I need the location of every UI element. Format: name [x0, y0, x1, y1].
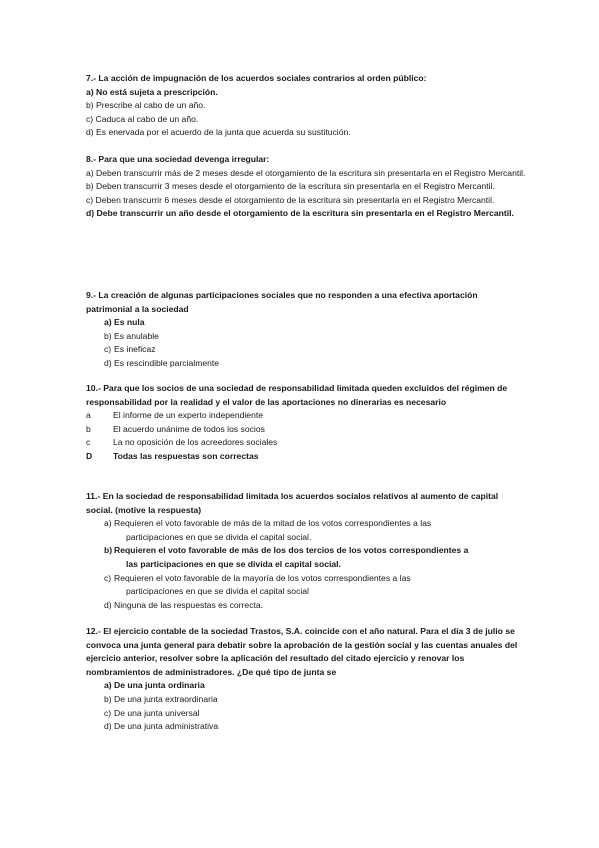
- option-text: De una junta extraordinaria: [114, 693, 218, 704]
- question-7-option-a: a) No está sujeta a prescripción.: [86, 86, 218, 97]
- question-10-option-a: [86, 409, 526, 423]
- question-8: [86, 153, 526, 221]
- question-11-option-d: [104, 599, 526, 613]
- option-text: Ninguna de las respuestas es correcta.: [114, 599, 264, 610]
- question-9-title: 9.- La creación de algunas participaciones sociales que no responden a una efectiva aportación patrimonial a la sociedad: [86, 290, 478, 314]
- question-8-option-d: d) Debe transcurrir un año desde el otorgamiento de la escritura sin presentarla en el Registro Mercantil.: [86, 208, 514, 219]
- question-9-option-c: [104, 343, 526, 357]
- option-text-continued: las participaciones en que se divida el capital social.: [126, 558, 341, 569]
- question-10-title: 10.- Para que los socios de una sociedad de responsabilidad limitada queden excluidos del régimen de responsabilidad por la realidad y el valor de las aportaciones no dinerarias es necesario: [86, 383, 508, 407]
- option-text: Requieren el voto favorable de la mayoría de los votos correspondientes a las: [114, 572, 411, 583]
- option-text: El acuerdo unánime de todos los socios: [113, 423, 265, 434]
- question-12-option-b: [104, 693, 526, 707]
- option-text: Es anulable: [114, 330, 159, 341]
- question-9: [86, 289, 526, 371]
- option-letter: b): [104, 693, 112, 704]
- question-10-option-d: [86, 450, 526, 464]
- question-11-option-a: [104, 517, 526, 544]
- option-text: Es nula: [114, 317, 145, 328]
- option-text: Requieren el voto favorable de más de los dos tercios de los votos correspondientes a: [114, 545, 469, 556]
- option-letter: c): [104, 707, 112, 718]
- question-11-option-b: [104, 544, 526, 571]
- question-8-option-a: a) Deben transcurrir más de 2 meses desde el otorgamiento de la escritura sin presentarla en el Registro Mercantil.: [86, 167, 526, 178]
- option-text: Es rescindible parcialmente: [114, 357, 220, 368]
- question-9-option-a: [104, 316, 526, 330]
- option-letter: d): [104, 599, 112, 610]
- option-letter: d): [104, 357, 112, 368]
- option-text-continued: participaciones en que se divida el capital social.: [126, 531, 312, 542]
- question-8-title: 8.- Para que una sociedad devenga irregular:: [86, 154, 270, 164]
- question-11-title: 11.- En la sociedad de responsabilidad limitada los acuerdos socialos relativos al aumento de capital social. (motive la respuesta): [86, 491, 499, 515]
- question-10-option-b: [86, 423, 526, 437]
- question-12: [86, 625, 526, 734]
- question-10-option-c: [86, 436, 526, 450]
- question-12-option-c: [104, 707, 526, 721]
- option-letter: c): [104, 572, 112, 583]
- option-letter: b): [104, 545, 113, 556]
- question-11-option-c: [104, 572, 526, 599]
- option-text-continued: participaciones en que se divida el capital social: [126, 586, 309, 597]
- question-7: [86, 72, 526, 140]
- question-9-option-d: [104, 357, 526, 371]
- option-text: Todas las respuestas son correctas: [113, 450, 259, 461]
- question-12-option-a: [104, 679, 526, 693]
- question-7-option-b: b) Prescribe al cabo de un año.: [86, 100, 206, 111]
- option-letter: c): [104, 344, 112, 355]
- option-letter: D: [86, 450, 93, 461]
- option-letter: a): [104, 317, 112, 328]
- question-8-option-b: b) Deben transcurrir 3 meses desde el otorgamiento de la escritura sin presentarla en el Registro Mercantil.: [86, 181, 495, 192]
- question-7-title: 7.- La acción de impugnación de los acuerdos sociales contrarios al orden público:: [86, 73, 427, 83]
- option-letter: a): [104, 518, 112, 529]
- option-text: De una junta ordinaria: [114, 680, 205, 691]
- option-text: De una junta administrativa: [114, 721, 219, 732]
- option-letter: c: [86, 437, 91, 448]
- option-letter: b: [86, 423, 91, 434]
- question-9-option-b: [104, 330, 526, 344]
- question-10: [86, 382, 526, 464]
- option-letter: a: [86, 410, 91, 421]
- option-text: De una junta universal: [114, 707, 200, 718]
- question-7-option-d: d) Es enervada por el acuerdo de la junta que acuerda su sustitución.: [86, 127, 351, 138]
- option-text: Requieren el voto favorable de más de la mitad de los votos correspondientes a las: [114, 518, 432, 529]
- option-text: La no oposición de los acreedores sociales: [113, 437, 278, 448]
- option-letter: d): [104, 721, 112, 732]
- option-letter: b): [104, 330, 112, 341]
- question-8-option-c: c) Deben transcurrir 6 meses desde el otorgamiento de la escritura sin presentarla en el Registro Mercantil.: [86, 194, 495, 205]
- question-12-title: 12.- El ejercicio contable de la sociedad Trastos, S.A. coincide con el año natural. Para el día 3 de julio se convoca una junta general para debatir sobre la aprobación de la gestión social y las cuentas anuales del ejercicio anterior, resolver sobre la aplicación del resultado del citado ejercicio y renovar los nombramientos de administradores. ¿De qué tipo de junta se: [86, 626, 518, 677]
- option-text: El informe de un experto independiente: [113, 410, 264, 421]
- option-text: Es ineficaz: [114, 344, 156, 355]
- question-12-option-d: [104, 720, 526, 734]
- question-11: [86, 490, 526, 612]
- question-7-option-c: c) Caduca al cabo de un año.: [86, 113, 199, 124]
- option-letter: a): [104, 680, 112, 691]
